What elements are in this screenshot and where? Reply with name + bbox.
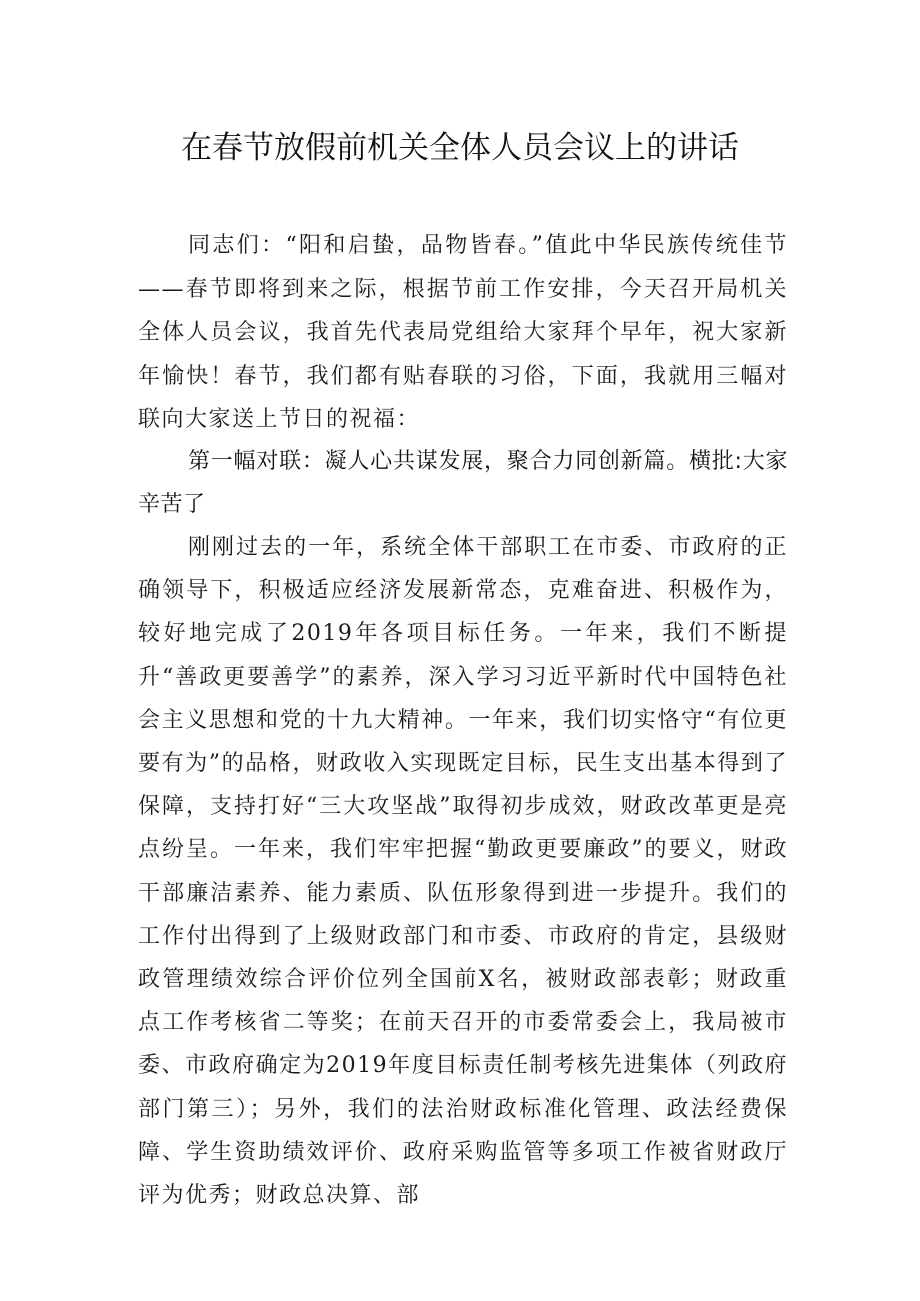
opening-paragraph: 同志们：“阳和启蛰，品物皆春。”值此中华民族传统佳节——春节即将到来之际，根据节前工作安排，今天召开局机关全体人员会议，我首先代表局党组给大家拜个早年，祝大家新年愉快！春节，我们都有贴春联的习俗，下面，我就用三幅对联向大家送上节日的祝福： [138,233,788,432]
document-title: 在春节放假前机关全体人员会议上的讲话 [181,130,739,166]
review-paragraph: 刚刚过去的一年，系统全体干部职工在市委、市政府的正确领导下，积极适应经济发展新常态，克难奋进、积极作为，较好地完成了2019年各项目标任务。一年来，我们不断提升“善政更要善学”的素养，深入学习习近平新时代中国特色社会主义思想和党的十九大精神。一年来，我们切实恪守“有位更要有为”的品格，财政收入实现既定目标，民生支出基本得到了保障，支持打好“三大攻坚战”取得初步成效，财政改革更是亮点纷呈。一年来，我们牢牢把握“勤政更要廉政”的要义，财政干部廉洁素养、能力素质、队伍形象得到进一步提升。我们的工作付出得到了上级财政部门和市委、市政府的肯定，县级财政管理绩效综合评价位列全国前X名，被财政部表彰；财政重点工作考核省二等奖；在前天召开的市委常委会上，我局被市委、市政府确定为2019年度目标责任制考核先进集体（列政府部门第三）；另外，我们的法治财政标准化管理、政法经费保障、学生资助绩效评价、政府采购监管等多项工作被省财政厅评为优秀；财政总决算、部 [138,535,788,1209]
couplet-heading-1: 第一幅对联：凝人心共谋发展，聚合力同创新篇。横批:大家辛苦了 [138,449,788,517]
